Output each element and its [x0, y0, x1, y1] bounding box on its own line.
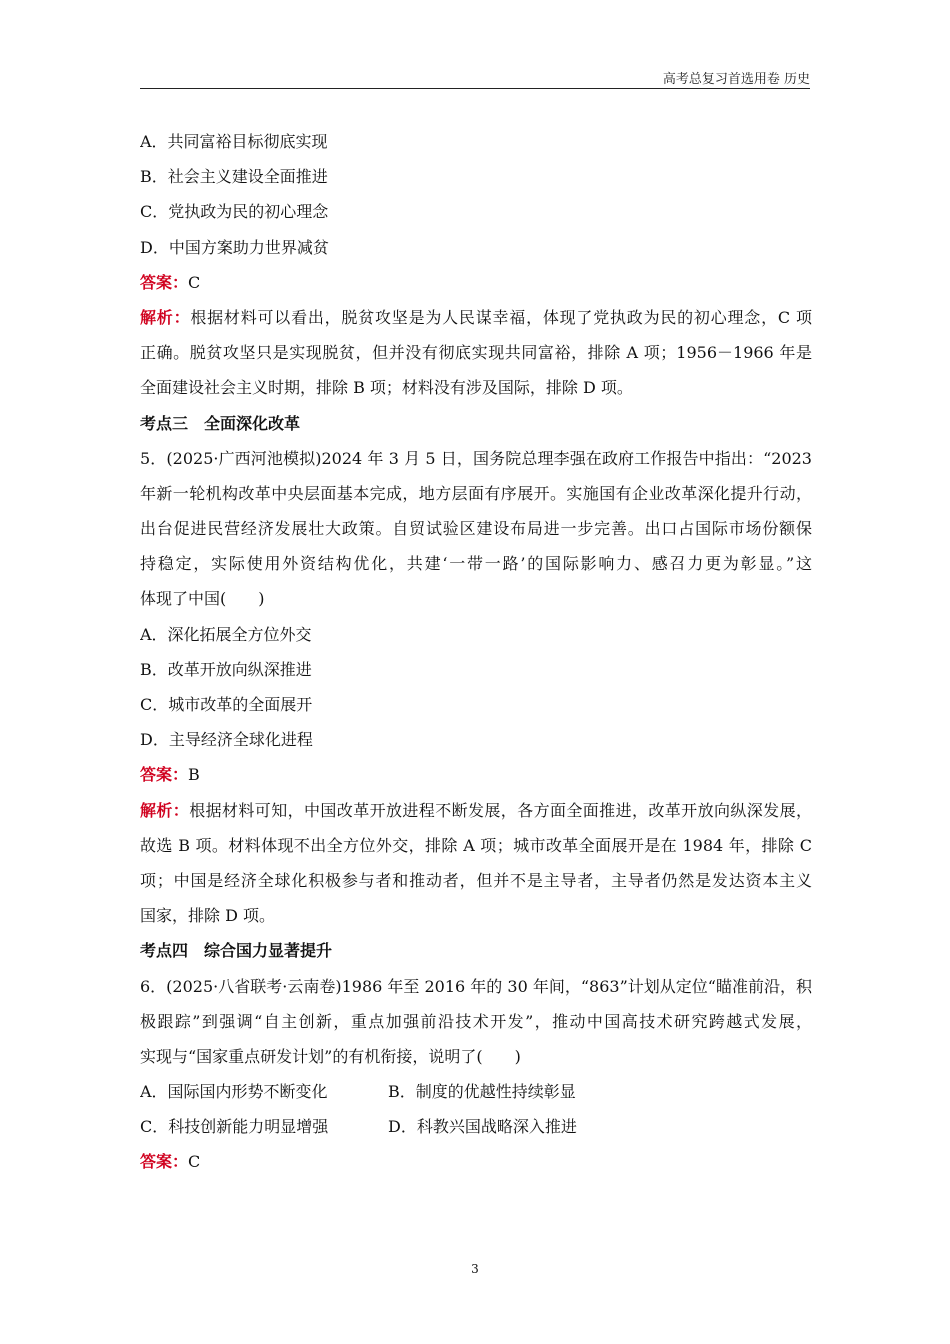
explanation-line: 全面建设社会主义时期，排除 B 项；材料没有涉及国际，排除 D 项。	[140, 378, 633, 398]
option-a: A．国际国内形势不断变化	[140, 1082, 328, 1102]
option-d: D．主导经济全球化进程	[140, 730, 313, 750]
answer-value: C	[188, 1152, 201, 1172]
question-stem: 年新一轮机构改革中央层面基本完成，地方层面有序展开。实施国有企业改革深化提升行动，	[140, 483, 812, 503]
question-stem: 体现了中国( )	[140, 589, 265, 609]
answer-value: B	[188, 765, 200, 785]
explanation-text: 根据材料可以看出，脱贫攻坚是为人民谋幸福，体现了党执政为民的初心理念，C 项	[190, 307, 812, 327]
explanation-line	[140, 793, 812, 828]
option-d: D．科教兴国战略深入推进	[388, 1117, 577, 1137]
answer-line	[140, 1144, 812, 1179]
option-c: C．党执政为民的初心理念	[140, 202, 329, 222]
page-number: 3	[471, 1262, 479, 1276]
explanation-label: 解析：	[140, 307, 191, 327]
option-row	[140, 1074, 812, 1109]
question-stem: 5．(2025·广西河池模拟)2024 年 3 月 5 日，国务院总理李强在政府工作报告中指出：“2023	[140, 448, 812, 468]
explanation-label: 解析：	[140, 800, 190, 820]
option-d: D．中国方案助力世界减贫	[140, 237, 329, 257]
explanation-line: 正确。脱贫攻坚只是实现脱贫，但并没有彻底实现共同富裕，排除 A 项；1956－1966 年是	[140, 343, 812, 363]
option-b: B．社会主义建设全面推进	[140, 167, 328, 187]
answer-line	[140, 757, 812, 792]
question-stem: 持稳定，实际使用外资结构优化，共建‘一带一路’的国际影响力、感召力更为彰显。”这	[140, 554, 812, 574]
document-body	[140, 124, 812, 1180]
option-c: C．科技创新能力明显增强	[140, 1117, 329, 1137]
explanation-text: 根据材料可知，中国改革开放进程不断发展，各方面全面推进，改革开放向纵深发展，	[189, 800, 812, 820]
option-row	[140, 1109, 812, 1144]
explanation-line	[140, 300, 812, 335]
header-title: 高考总复习首选用卷 历史	[662, 72, 810, 87]
explanation-line: 国家，排除 D 项。	[140, 906, 276, 926]
option-a: A．共同富裕目标彻底实现	[140, 132, 328, 151]
answer-value: C	[188, 272, 201, 292]
question-stem: 出台促进民营经济发展壮大政策。自贸试验区建设布局进一步完善。出口占国际市场份额保	[140, 519, 812, 539]
question-stem: 6．(2025·八省联考·云南卷)1986 年至 2016 年的 30 年间，“863”计划从定位“瞄准前沿，积	[140, 976, 812, 996]
explanation-line: 项；中国是经济全球化积极参与者和推动者，但并不是主导者，主导者仍然是发达资本主义	[140, 870, 812, 890]
answer-line	[140, 265, 812, 300]
answer-label: 答案：	[140, 1152, 189, 1172]
answer-label: 答案：	[140, 765, 189, 785]
option-b: B．制度的优越性持续彰显	[388, 1082, 576, 1102]
section-heading: 考点四 综合国力显著提升	[140, 941, 333, 961]
option-a: A．深化拓展全方位外交	[140, 624, 312, 644]
question-stem: 实现与“国家重点研发计划”的有机衔接，说明了( )	[140, 1046, 521, 1066]
explanation-line: 故选 B 项。材料体现不出全方位外交，排除 A 项；城市改革全面展开是在 1984 年，排除 C	[140, 835, 812, 855]
section-heading: 考点三 全面深化改革	[140, 413, 301, 433]
page-header	[140, 68, 810, 89]
option-c: C．城市改革的全面展开	[140, 695, 313, 714]
answer-label: 答案：	[140, 272, 189, 292]
option-b: B．改革开放向纵深推进	[140, 659, 312, 679]
question-stem: 极跟踪”到强调“自主创新，重点加强前沿技术开发”，推动中国高技术研究跨越式发展，	[140, 1011, 812, 1031]
